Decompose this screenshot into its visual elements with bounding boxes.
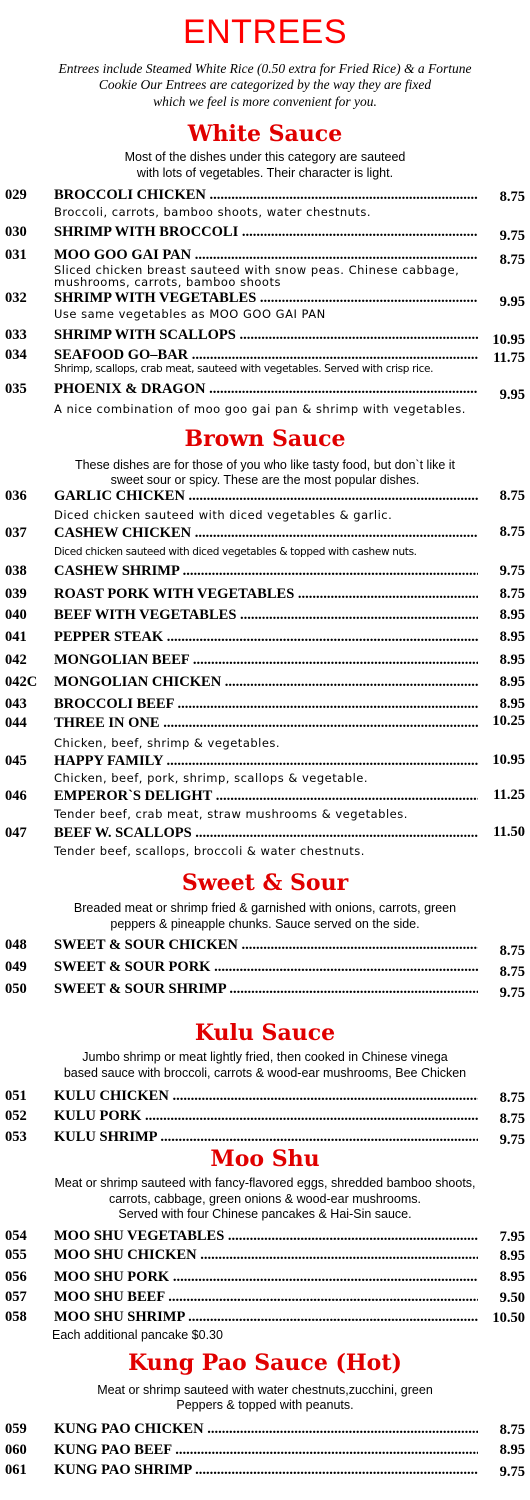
item-number: 046 [5,788,27,804]
item-price: 7.95 [499,1229,525,1245]
item-name: SWEET & SOUR PORK ..... [54,959,478,976]
item-description: A nice combination of moo goo gai pan & shrimp with vegetables. [54,402,466,416]
item-number: 033 [5,327,27,343]
item-number: 038 [5,563,27,579]
item-price: 11.50 [493,824,525,840]
item-price: 8.95 [499,1248,525,1264]
item-name: MONGOLIAN BEEF ..... [54,652,478,669]
item-price: 8.95 [499,629,525,645]
section-title: White Sauce [187,121,343,147]
item-number: 042C [5,674,38,690]
item-name: BEEF WITH VEGETABLES ..... [54,607,478,624]
item-number: 043 [5,696,27,712]
item-name: KULU PORK ..... [54,1108,478,1125]
item-number: 053 [5,1129,27,1145]
section-description: Meat or shrimp sauteed with water chestnuts,zucchini, green [97,1383,433,1397]
item-price: 10.95 [492,752,525,768]
item-name: MOO SHU VEGETABLES ..... [54,1228,478,1245]
section-note: Each additional pancake $0.30 [52,1328,223,1342]
section-description: Jumbo shrimp or meat lightly fried, then cooked in Chinese vinega [82,1050,448,1064]
item-number: 042 [5,652,27,668]
intro-line: which we feel is more convenient for you. [153,93,377,109]
item-name: SWEET & SOUR CHICKEN ..... [54,937,478,954]
item-price: 8.95 [499,652,525,668]
section-description: Breaded meat or shrimp fried & garnished with onions, carrots, green [73,901,457,915]
item-name: CASHEW SHRIMP ..... [54,563,478,580]
item-price: 8.75 [499,524,525,540]
item-name: GARLIC CHICKEN ..... [54,488,478,505]
item-description: Diced chicken sauteed with diced vegetables & garlic. [54,508,393,522]
item-name: PHOENIX & DRAGON ..... [54,381,478,398]
item-name: BEEF W. SCALLOPS ..... [54,825,478,842]
item-number: 051 [5,1088,27,1104]
section-description: sweet sour or spicy. These are the most popular dishes. [110,473,420,487]
item-name: MOO SHU CHICKEN ..... [54,1247,478,1264]
item-price: 9.75 [499,1132,525,1148]
item-number: 039 [5,586,27,602]
item-number: 049 [5,959,27,975]
item-number: 061 [5,1462,27,1478]
item-number: 054 [5,1228,27,1244]
item-number: 059 [5,1421,27,1437]
item-number: 037 [5,525,27,541]
item-description: Tender beef, scallops, broccoli & water chestnuts. [54,844,365,858]
page-title: ENTREES [182,13,348,51]
item-name: KULU CHICKEN ..... [54,1088,478,1105]
item-number: 032 [5,290,27,306]
item-price: 8.95 [499,607,525,623]
item-price: 9.75 [499,228,525,244]
item-number: 040 [5,607,27,623]
item-price: 9.75 [499,1464,525,1480]
item-description: Tender beef, crab meat, straw mushrooms & vegetables. [54,807,408,821]
item-number: 058 [5,1309,27,1325]
item-number: 044 [5,715,27,731]
item-description: Broccoli, carrots, bamboo shoots, water chestnuts. [54,205,372,219]
item-price: 11.75 [493,350,525,366]
item-price: 8.75 [499,586,525,602]
item-price: 10.25 [492,713,525,729]
item-description: Shrimp, scallops, crab meat, sauteed with vegetables. Served with crisp rice. [54,363,434,375]
section-description: with lots of vegetables. Their character is light. [136,166,394,180]
item-number: 030 [5,224,27,240]
item-price: 10.95 [492,332,525,348]
item-name: MONGOLIAN CHICKEN ..... [54,674,478,691]
item-name: SHRIMP WITH SCALLOPS ..... [54,327,478,344]
item-name: SHRIMP WITH VEGETABLES ..... [54,290,478,307]
item-name: CASHEW CHICKEN ..... [54,525,478,542]
item-number: 056 [5,1269,27,1285]
section-title: Brown Sauce [184,426,346,452]
intro-line: Cookie Our Entrees are categorized by the way they are fixed [98,77,432,93]
item-name: KUNG PAO SHRIMP ..... [54,1462,478,1479]
item-price: 8.95 [499,1442,525,1458]
section-description: Meat or shrimp sauteed with fancy-flavored eggs, shredded bamboo shoots, [54,1176,476,1190]
item-price: 8.75 [499,943,525,959]
item-price: 8.75 [499,252,525,268]
item-description: Chicken, beef, shrimp & vegetables. [54,736,281,750]
item-name: MOO SHU PORK ..... [54,1269,478,1286]
item-price: 10.50 [492,1310,525,1326]
item-name: MOO SHU SHRIMP ..... [54,1309,478,1326]
item-name: SHRIMP WITH BROCCOLI ..... [54,224,478,241]
section-title: Sweet & Sour [181,870,349,896]
item-name: BROCCOLI BEEF ..... [54,696,478,713]
item-name: HAPPY FAMILY ..... [54,753,478,770]
section-description: Peppers & topped with peanuts. [176,1398,354,1412]
item-price: 9.95 [499,294,525,310]
item-name: PEPPER STEAK ..... [54,629,478,646]
item-number: 050 [5,981,27,997]
item-price: 9.95 [499,387,525,403]
intro-text [0,61,530,110]
item-price: 8.75 [499,1422,525,1438]
section-description: peppers & pineapple chunks. Sauce served on the side. [110,917,420,931]
item-price: 8.75 [499,1090,525,1106]
item-name: SEAFOOD GO–BAR ..... [54,347,478,364]
item-description: Chicken, beef, pork, shrimp, scallops & vegetable. [54,771,369,785]
item-number: 031 [5,247,27,263]
item-name: ROAST PORK WITH VEGETABLES ..... [54,586,478,603]
item-name: KUNG PAO CHICKEN ..... [54,1421,478,1438]
item-price: 8.75 [499,189,525,205]
item-description: mushrooms, carrots, bamboo shoots [54,275,281,289]
item-description: Sliced chicken breast sauteed with snow peas. Chinese cabbage, [54,263,460,277]
section-description: based sauce with broccoli, carrots & wood-ear mushrooms, Bee Chicken [63,1066,467,1080]
item-price: 11.25 [493,787,525,803]
item-name: EMPEROR`S DELIGHT ..... [54,788,478,805]
item-price: 8.75 [499,488,525,504]
item-name: KULU SHRIMP ..... [54,1129,478,1146]
section-description: carrots, cabbage, green onions & wood-ear mushrooms. [109,1192,421,1206]
section-description: Served with four Chinese pancakes & Hai-Sin sauce. [118,1207,412,1221]
item-name: KUNG PAO BEEF ..... [54,1442,478,1459]
item-name: MOO GOO GAI PAN ..... [54,247,478,264]
item-number: 036 [5,488,27,504]
item-price: 8.95 [499,674,525,690]
item-price: 8.75 [499,964,525,980]
item-price: 8.75 [499,1111,525,1127]
item-number: 034 [5,347,27,363]
item-price: 8.95 [499,696,525,712]
item-number: 057 [5,1289,27,1305]
item-number: 035 [5,381,27,397]
item-name: MOO SHU BEEF ..... [54,1289,478,1306]
item-description: Use same vegetables as MOO GOO GAI PAN [54,307,326,321]
item-name: SWEET & SOUR SHRIMP ..... [54,981,478,998]
item-number: 055 [5,1247,27,1263]
item-price: 8.95 [499,1269,525,1285]
item-price: 9.75 [499,985,525,1001]
item-name: THREE IN ONE ..... [54,715,478,732]
item-number: 047 [5,825,27,841]
intro-line: Entrees include Steamed White Rice (0.50 extra for Fried Rice) & a Fortune [58,61,472,76]
section-title: Kulu Sauce [194,1020,336,1046]
item-number: 029 [5,187,27,203]
item-number: 060 [5,1442,27,1458]
item-number: 045 [5,753,27,769]
section-description: Most of the dishes under this category are sauteed [124,150,406,164]
section-description: These dishes are for those of you who like tasty food, but don`t like it [74,458,456,472]
section-title: Kung Pao Sauce (Hot) [128,1350,402,1376]
item-number: 052 [5,1108,27,1124]
item-number: 041 [5,629,27,645]
item-number: 048 [5,937,27,953]
item-description: Diced chicken sauteed with diced vegetables & topped with cashew nuts. [54,546,417,558]
item-price: 9.75 [499,563,525,579]
section-title: Moo Shu [210,1146,320,1172]
item-name: BROCCOLI CHICKEN ..... [54,187,478,204]
item-price: 9.50 [499,1290,525,1306]
